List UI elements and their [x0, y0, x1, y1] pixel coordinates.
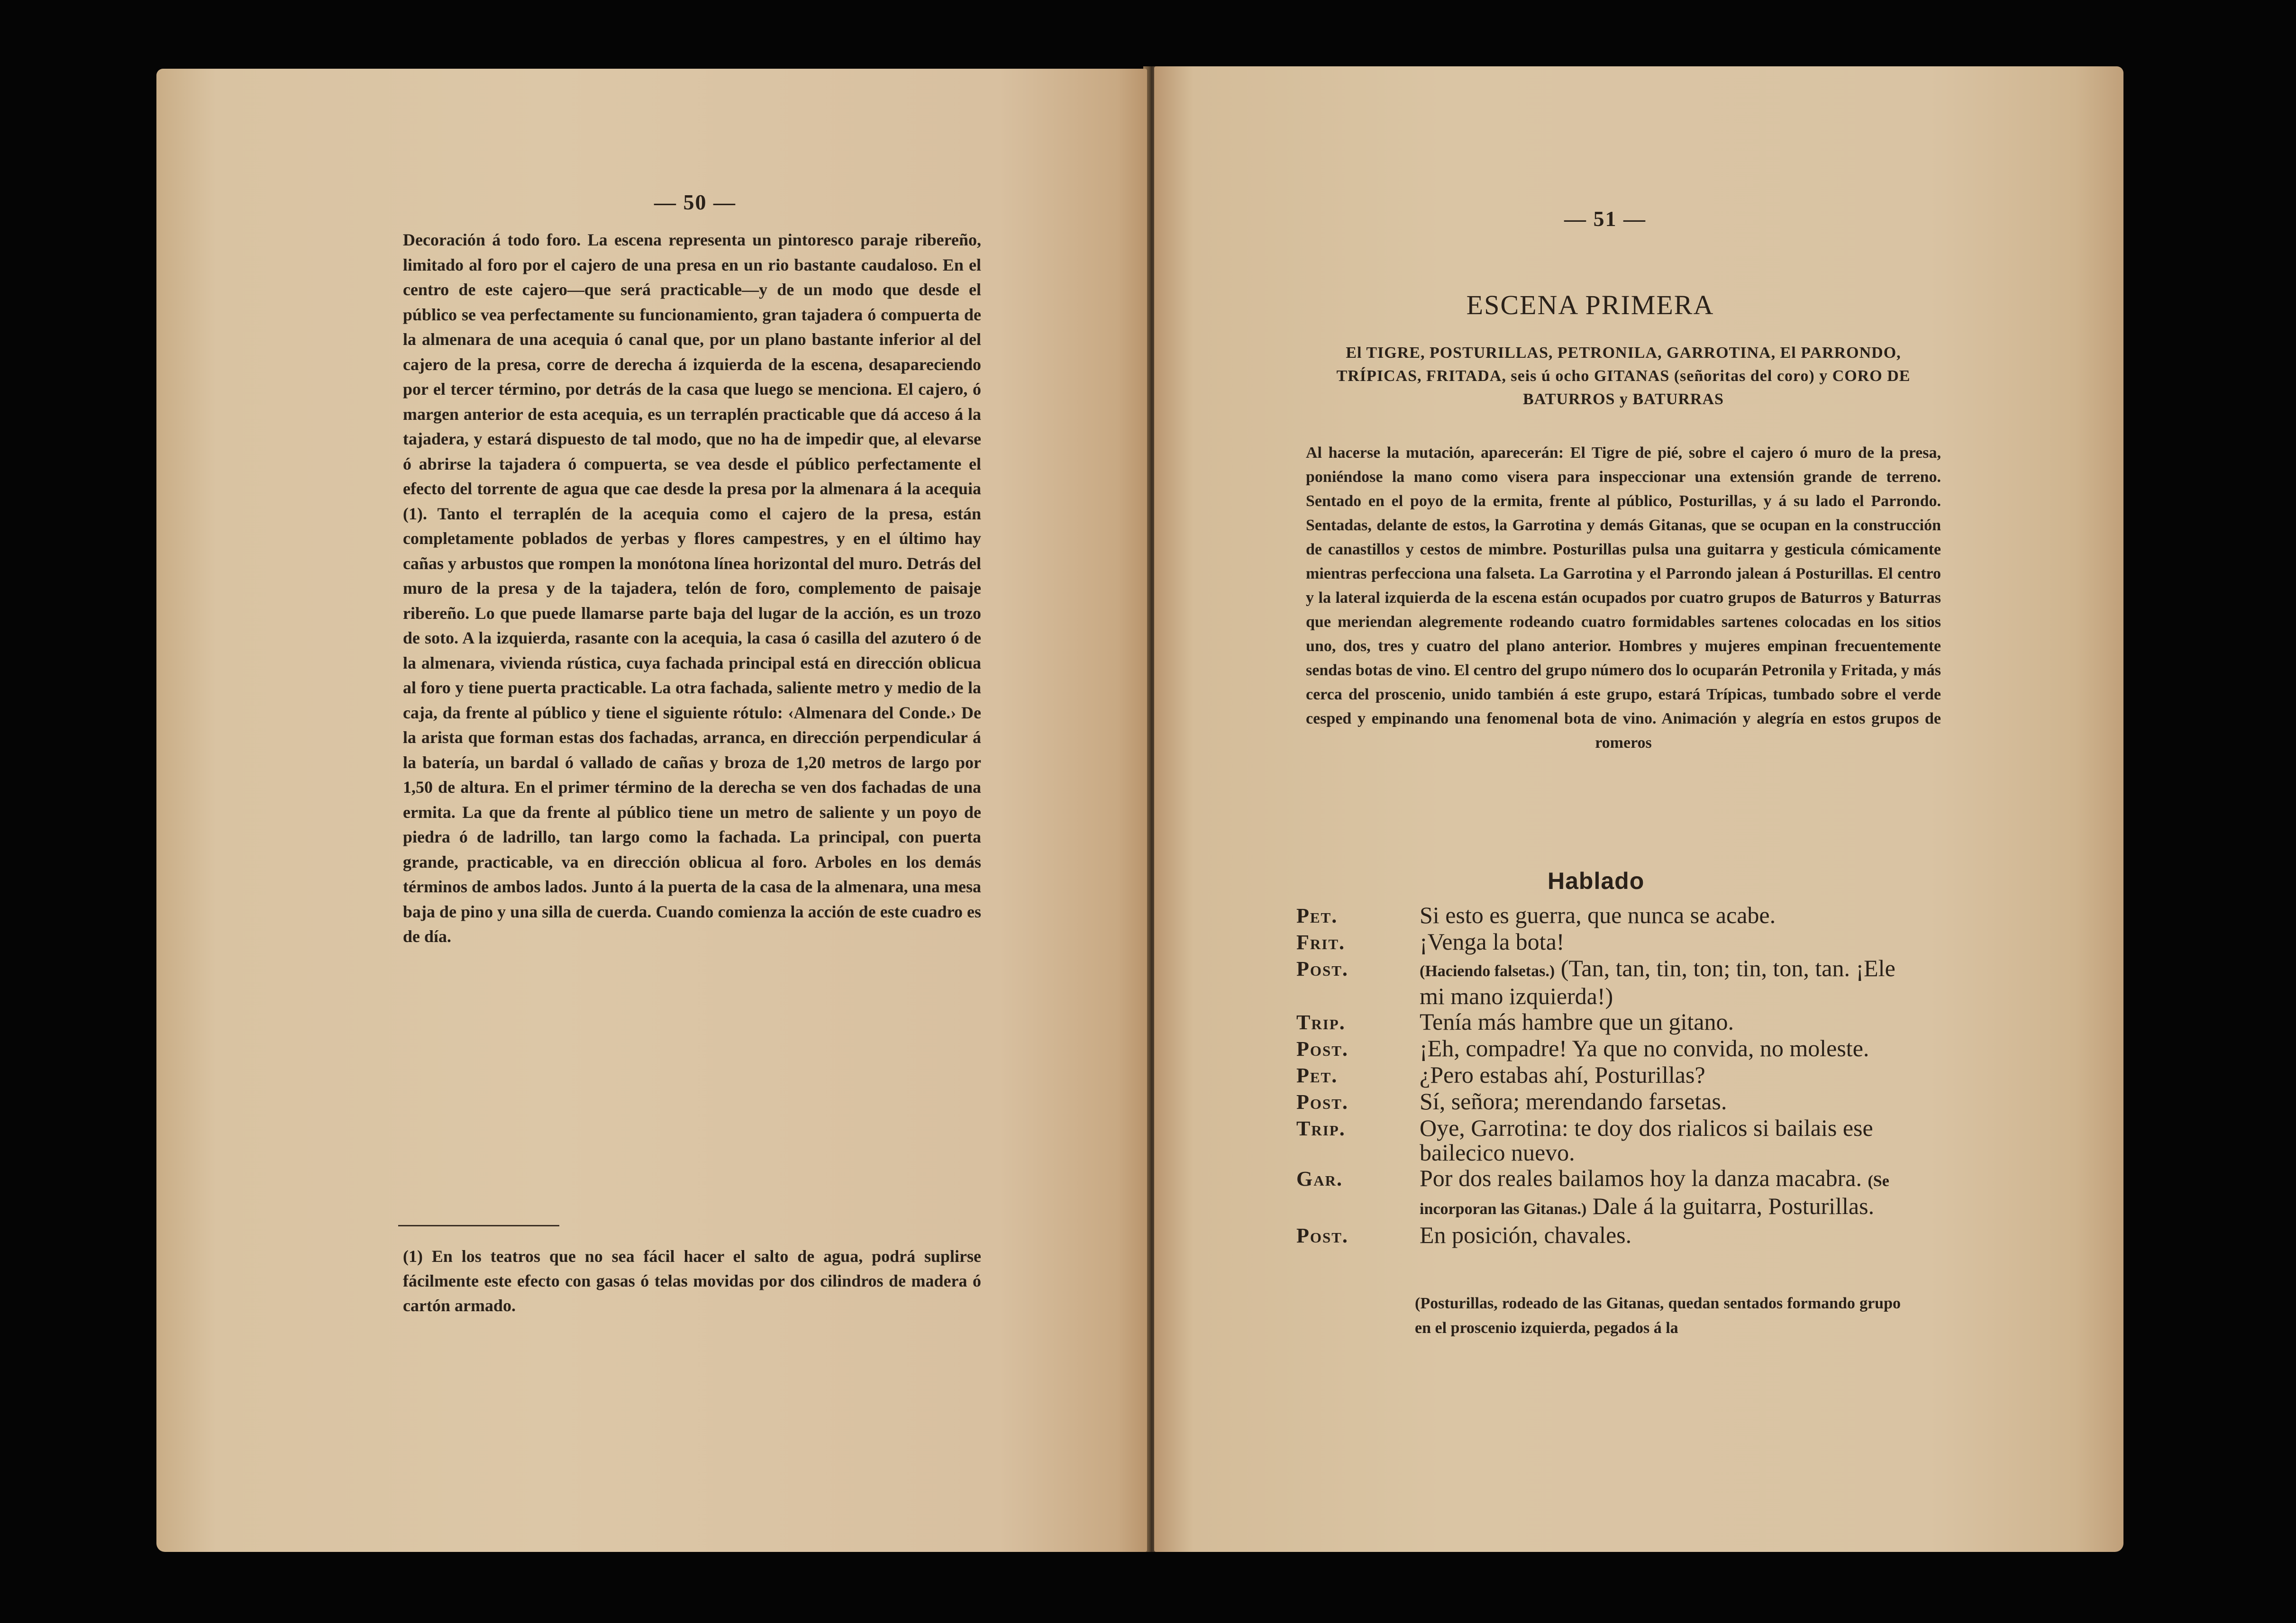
speech: En posición, chavales. [1420, 1222, 1632, 1248]
speaker: Frit. [1296, 931, 1346, 954]
speech [1420, 956, 1913, 1008]
footnote: (1) En los teatros que no sea fácil hacer el salto de agua, podrá suplirse fácilmente este efecto con gasas ó telas movidas por dos cilindros de madera ó cartón armado. [403, 1247, 981, 1315]
speaker: Gar. [1296, 1167, 1343, 1190]
left-page [156, 69, 1147, 1552]
speaker: Pet. [1296, 1064, 1338, 1087]
right-page [1154, 66, 2123, 1552]
speech: Sí, señora; merendando farsetas. [1420, 1088, 1727, 1115]
speaker: Trip. [1296, 1011, 1346, 1034]
dialogue [1296, 903, 1913, 1249]
right-page-number: — 51 — [1564, 207, 1646, 231]
speaker: Post. [1296, 957, 1348, 980]
dialogue-line [1296, 1115, 1913, 1165]
speech-text: Por dos reales bailamos hoy la danza macabra. [1420, 1165, 1862, 1191]
dialogue-line [1296, 956, 1913, 1008]
cast-list: El TIGRE, POSTURILLAS, PETRONILA, GARROTINA, El PARRONDO, TRÍPICAS, FRITADA, seis ú ocho GITANAS (señoritas del coro) y CORO DE BATURROS y BATURRAS [1336, 344, 1911, 408]
dialogue-line [1296, 929, 1913, 955]
speech [1420, 1166, 1913, 1222]
speech-text: (Tan, tan, tin, ton; tin, ton, tan. ¡Ele mi mano izquierda!) [1420, 955, 1895, 1009]
dialogue-line [1296, 1036, 1913, 1061]
dialogue-line [1296, 903, 1913, 928]
stage-setting-text: Decoración á todo foro. La escena representa un pintoresco paraje ribereño, limitado al foro por el cajero de una presa en un rio bastante caudaloso. En el centro de este cajero—que será practicable—y de un modo que desde el público se vea perfectamente su funcionamiento, gran tajadera ó compuerta de la almenara de una acequia ó canal que, por un plano bastante inferior al del cajero de la presa, corre de derecha á izquierda de la escena, desapareciendo por el tercer término, por detrás de la casa que luego se menciona. El cajero, ó margen anterior de esta acequia, es un terraplén practicable que dá acceso á la tajadera, y estará dispuesto de tal modo, que no ha de impedir que, al elevarse ó abrirse la tajadera ó compuerta, se vea desde el público perfectamente el efecto del torrente de agua que cae desde la presa por la almenara á la acequia (1). Tanto el terraplén de la acequia como el cajero de la presa, están completamente poblados de yerbas y flores campestres, y en el último hay cañas y arbustos que rompen la monótona línea horizontal del muro. Detrás del muro de la presa y de la tajadera, telón de foro, complemento de paisaje ribereño. Lo que puede llamarse parte baja del lugar de la acción, es un trozo de soto. A la izquierda, rasante con la acequia, la casa ó casilla del azutero ó de la almenara, vivienda rústica, cuya fachada principal está en dirección oblicua al foro y tiene puerta practicable. La otra fachada, saliente metro y medio de la caja, da frente al público y tiene el siguiente rótulo: ‹Almenara del Conde.› De la arista que forman estas dos fachadas, arranca, en dirección perpendicular á la batería, un bardal ó vallado de cañas y broza de 1,20 metros de largo por 1,50 de altura. En el primer término de la derecha se ven dos fachadas de una ermita. La que da frente al público tiene un metro de saliente y un poyo de piedra ó de ladrillo, tan largo como la fachada. La principal, con puerta grande, practicable, va en dirección oblicua al foro. Arboles en los demás términos de ambos lados. Junto á la puerta de la casa de la almenara, una mesa baja de pino y una silla de cuerda. Cuando comienza la acción de este cuadro es de día. [403, 230, 981, 946]
speech: ¿Pero estabas ahí, Posturillas? [1420, 1061, 1705, 1088]
speech: ¡Venga la bota! [1420, 928, 1565, 955]
stage-aside: (Haciendo falsetas.) [1420, 962, 1555, 980]
speech: ¡Eh, compadre! Ya que no convida, no moleste. [1420, 1035, 1869, 1061]
left-page-number: — 50 — [654, 190, 736, 214]
dialogue-line [1296, 1223, 1913, 1248]
scene-title: ESCENA PRIMERA [1466, 290, 1714, 320]
speech-text-continued: Dale á la guitarra, Posturillas. [1592, 1193, 1875, 1219]
speaker: Post. [1296, 1224, 1348, 1247]
speaker: Post. [1296, 1037, 1348, 1061]
stage-direction: Al hacerse la mutación, aparecerán: El Tigre de pié, sobre el cajero ó muro de la presa, poniéndose la mano como visera para inspeccionar una extensión grande de terreno. Sentado en el poyo de la ermita, frente al público, Posturillas, y á su lado el Parrondo. Sentadas, delante de estos, la Garrotina y demás Gitanas, que se ocupan en la construcción de canastillos y cestos de mimbre. Posturillas pulsa una guitarra y gesticula cómicamente mientras perfecciona una falseta. La Garrotina y el Parrondo jalean á Posturillas. El centro y la lateral izquierda de la escena están ocupados por cuatro grupos de Baturros y Baturras que meriendan alegremente rodeando cuatro formidables sartenes colocadas en los sitios uno, dos, tres y cuatro del plano anterior. Hombres y mujeres empinan frecuentemente sendas botas de vino. El centro del grupo número dos lo ocuparán Petronila y Fritada, y más cerca del proscenio, unido también á este grupo, estará Trípicas, tumbado sobre el verde cesped y empinando una fenomenal bota de vino. Animación y alegría en estos grupos de romeros [1306, 444, 1941, 752]
stage-aside: (Se incorporan las Gitanas.) [1420, 1172, 1889, 1218]
closing-stage-direction: (Posturillas, rodeado de las Gitanas, quedan sentados formando grupo en el proscenio izquierda, pegados á la [1415, 1295, 1901, 1337]
speech: Si esto es guerra, que nunca se acabe. [1420, 902, 1776, 928]
speech: Oye, Garrotina: te doy dos rialicos si bailais ese bailecico nuevo. [1420, 1115, 1873, 1166]
dialogue-line [1296, 1166, 1913, 1222]
section-label: Hablado [1548, 868, 1645, 894]
dialogue-line [1296, 1089, 1913, 1115]
speaker: Post. [1296, 1090, 1348, 1114]
speaker: Trip. [1296, 1117, 1346, 1140]
speaker: Pet. [1296, 904, 1338, 927]
footnote-rule [398, 1225, 559, 1226]
dialogue-line [1296, 1062, 1913, 1088]
speech: Tenía más hambre que un gitano. [1420, 1008, 1734, 1035]
dialogue-line [1296, 1009, 1913, 1035]
